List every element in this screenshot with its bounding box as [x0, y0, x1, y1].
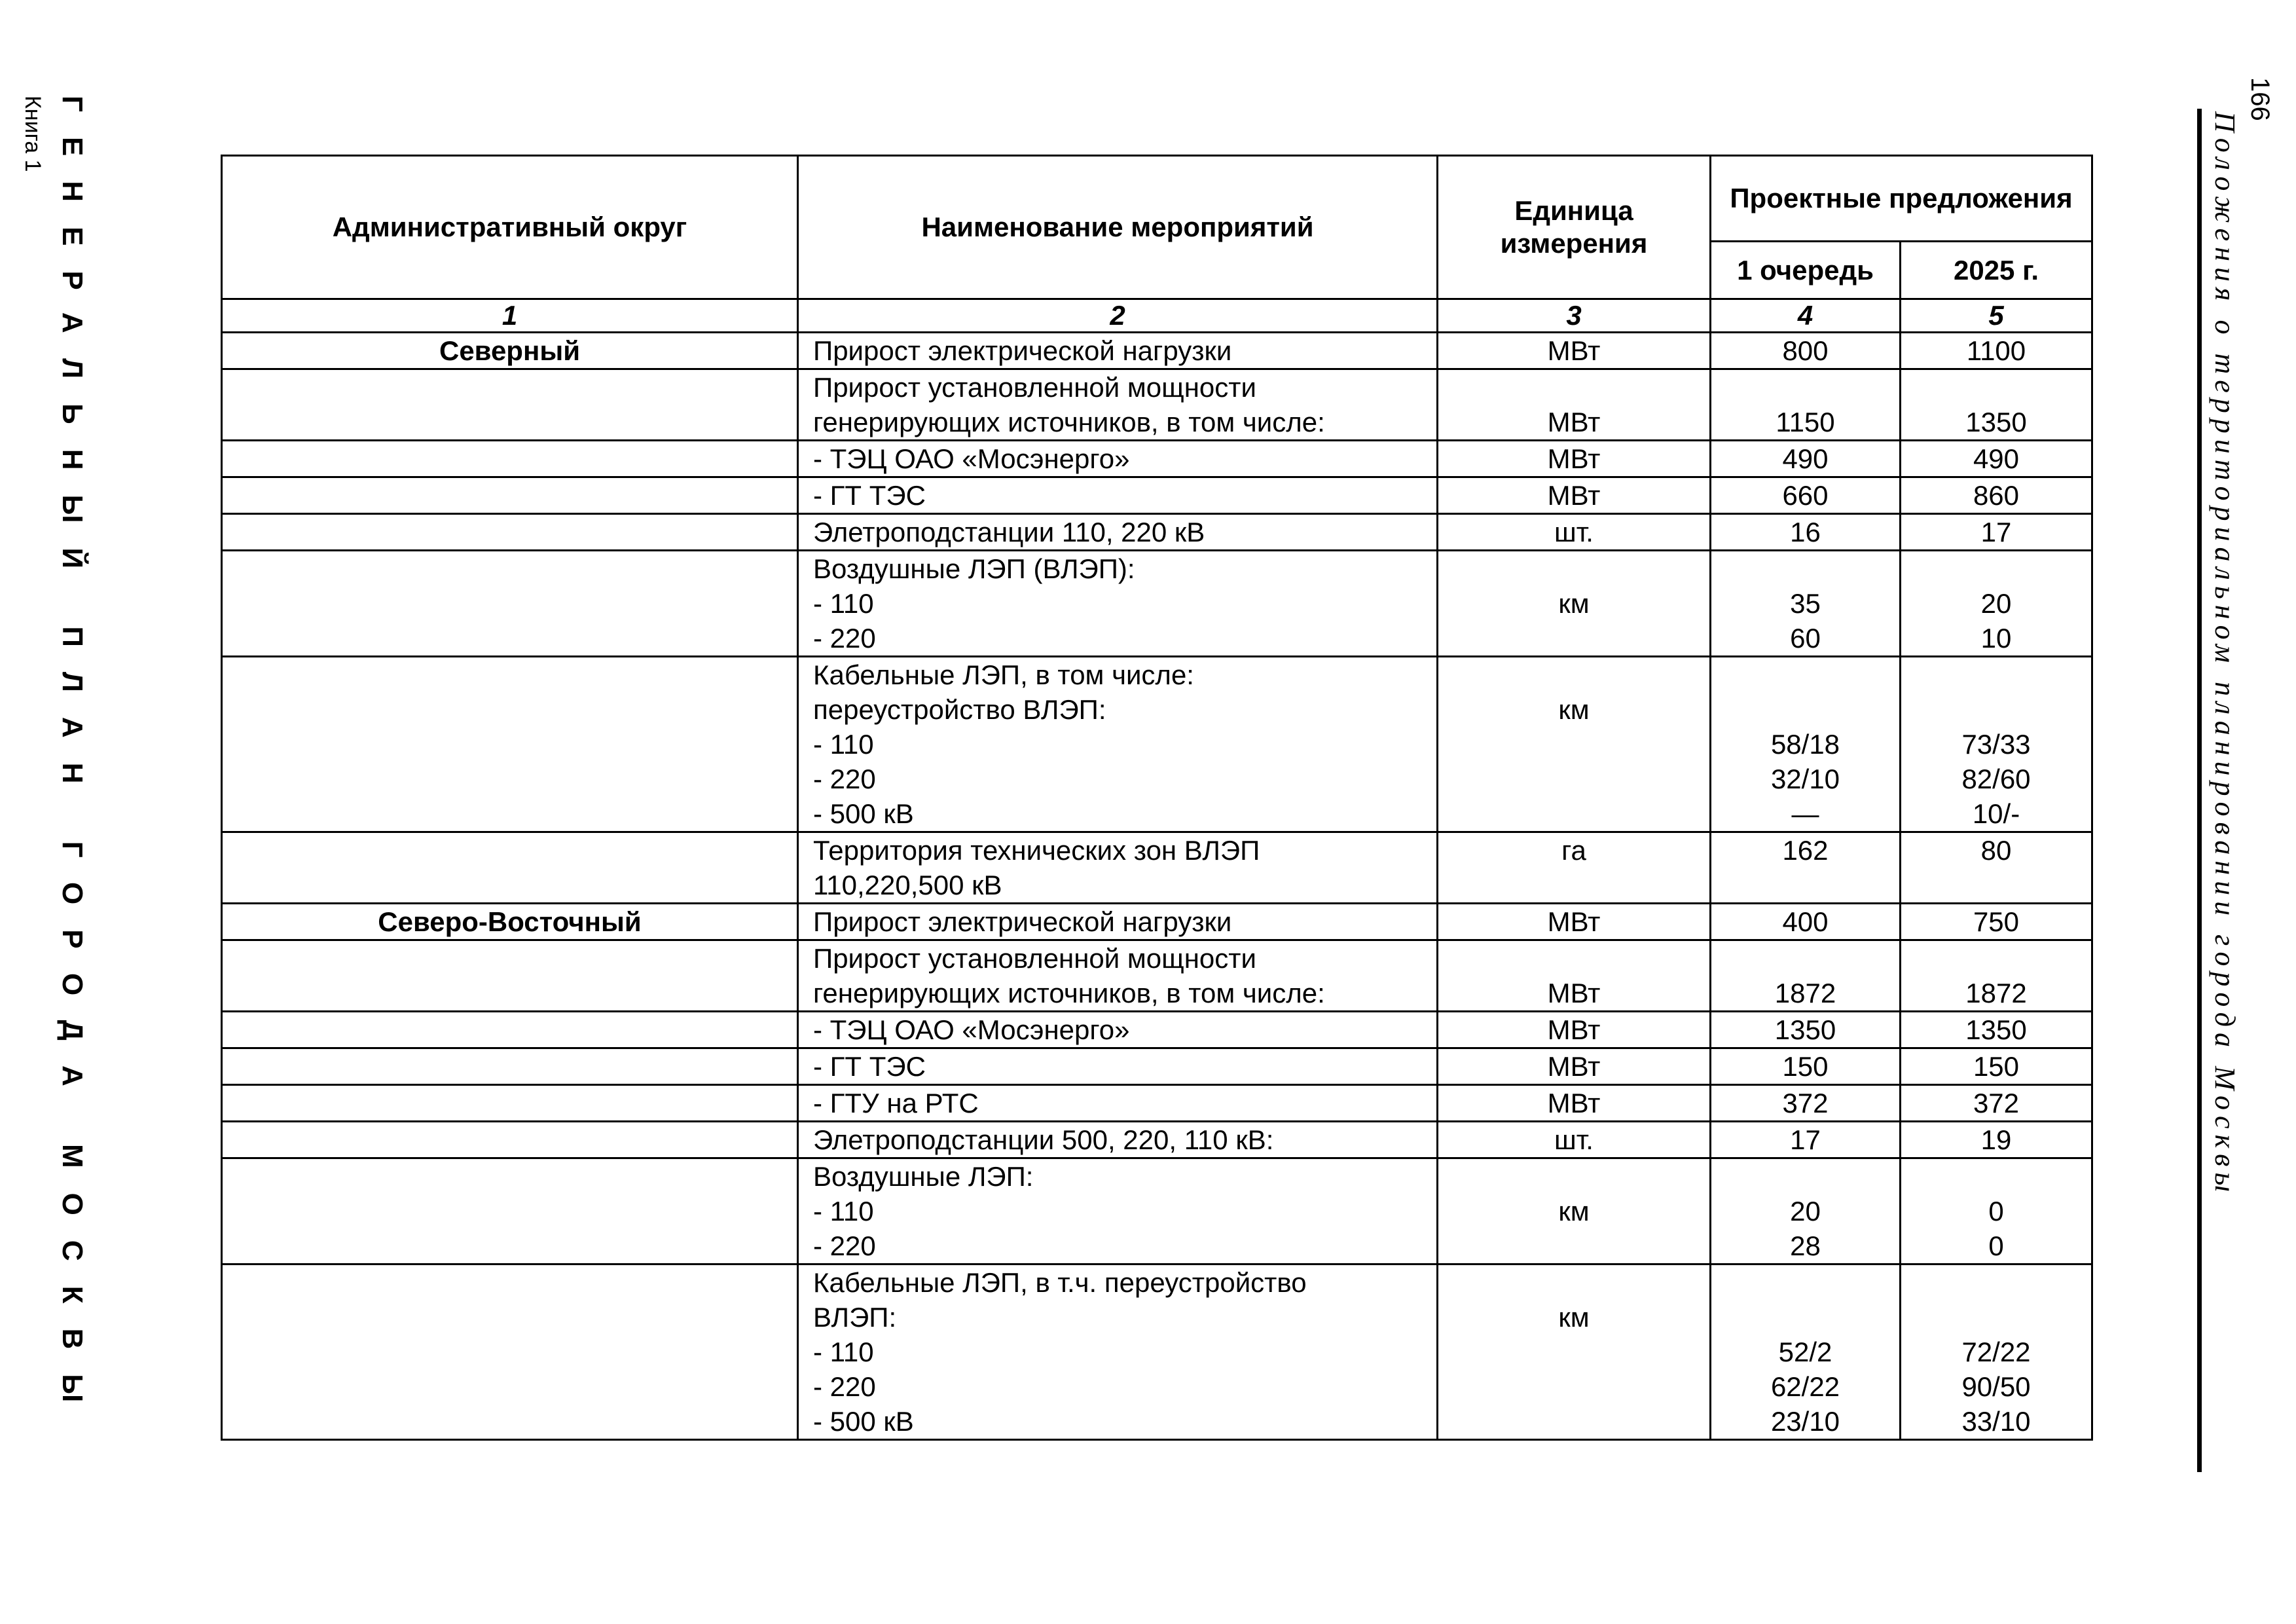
- measures-table: [221, 155, 2093, 1441]
- measure-cell: [798, 657, 1438, 832]
- stage1-cell: [1711, 832, 1901, 904]
- district-cell: [222, 369, 798, 441]
- measure-cell: [798, 551, 1438, 657]
- stage1-cell-value: —: [1791, 798, 1819, 829]
- header-stage1: 1 очередь: [1711, 242, 1901, 299]
- page-number: 166: [2246, 77, 2274, 121]
- measure-cell: [798, 1264, 1438, 1440]
- unit-cell: [1438, 1122, 1711, 1158]
- unit-value: МВт: [1547, 906, 1601, 937]
- year2025-cell-value: 17: [1980, 517, 2012, 547]
- stage1-cell-value: 32/10: [1770, 764, 1840, 794]
- unit-cell: [1438, 477, 1711, 514]
- stage1-cell: [1711, 1085, 1901, 1122]
- section-side-title: Положения о территориальном планировании города Москвы: [2209, 111, 2241, 1198]
- unit-value: км: [1558, 694, 1590, 725]
- year2025-cell: [1901, 514, 2092, 551]
- measure-line: - 220: [813, 623, 876, 654]
- stage1-cell-value: 660: [1782, 480, 1829, 511]
- column-number: 4: [1711, 299, 1901, 333]
- stage1-cell: [1711, 904, 1901, 940]
- side-rule: [2197, 109, 2202, 1472]
- measure-line: - 110: [813, 1337, 874, 1367]
- unit-cell: [1438, 369, 1711, 441]
- stage1-cell-value: 23/10: [1770, 1406, 1840, 1437]
- unit-value: МВт: [1547, 1051, 1601, 1082]
- year2025-cell: [1901, 1122, 2092, 1158]
- measure-line: генерирующих источников, в том числе:: [813, 407, 1325, 437]
- unit-cell: [1438, 514, 1711, 551]
- column-number: 1: [222, 299, 798, 333]
- district-cell: [222, 551, 798, 657]
- column-number: 3: [1438, 299, 1711, 333]
- table-row: [222, 1085, 2092, 1122]
- unit-value: км: [1558, 1302, 1590, 1333]
- year2025-cell-value: 490: [1973, 443, 2020, 474]
- unit-cell: [1438, 1085, 1711, 1122]
- stage1-cell-value: 28: [1790, 1230, 1821, 1261]
- district-cell: [222, 477, 798, 514]
- unit-value: МВт: [1547, 335, 1601, 366]
- measure-line: - ТЭЦ ОАО «Мосэнерго»: [813, 443, 1130, 474]
- stage1-cell: [1711, 514, 1901, 551]
- unit-cell: [1438, 1158, 1711, 1264]
- measure-line: - ГТ ТЭС: [813, 1051, 926, 1082]
- measure-cell: [798, 514, 1438, 551]
- stage1-cell-value: 20: [1790, 1196, 1821, 1227]
- book-label: Книга 1: [20, 96, 45, 172]
- measure-cell: [798, 333, 1438, 369]
- year2025-cell-value: 20: [1980, 588, 2012, 619]
- table-row: [222, 1158, 2092, 1264]
- measure-line: - ТЭЦ ОАО «Мосэнерго»: [813, 1014, 1130, 1045]
- unit-cell: [1438, 551, 1711, 657]
- year2025-cell: [1901, 657, 2092, 832]
- measure-line: Прирост установленной мощности: [813, 372, 1256, 403]
- table-row: [222, 477, 2092, 514]
- unit-value: шт.: [1554, 1124, 1594, 1155]
- year2025-cell-value: 90/50: [1961, 1371, 2031, 1402]
- year2025-cell: [1901, 333, 2092, 369]
- unit-value: МВт: [1547, 443, 1601, 474]
- year2025-cell: [1901, 1012, 2092, 1048]
- measure-cell: [798, 1012, 1438, 1048]
- unit-cell: [1438, 940, 1711, 1012]
- year2025-cell: [1901, 1264, 2092, 1440]
- measure-line: Элетроподстанции 110, 220 кВ: [813, 517, 1205, 547]
- measure-cell: [798, 441, 1438, 477]
- stage1-cell: [1711, 940, 1901, 1012]
- measure-cell: [798, 369, 1438, 441]
- stage1-cell: [1711, 657, 1901, 832]
- year2025-cell-value: 1350: [1965, 407, 2027, 437]
- year2025-cell-value: 750: [1973, 906, 2020, 937]
- district-cell: [222, 1085, 798, 1122]
- measure-line: Прирост электрической нагрузки: [813, 335, 1232, 366]
- measure-cell: [798, 1085, 1438, 1122]
- header-2025: 2025 г.: [1901, 242, 2092, 299]
- year2025-cell: [1901, 369, 2092, 441]
- stage1-cell: [1711, 1012, 1901, 1048]
- stage1-cell: [1711, 477, 1901, 514]
- header-measure: Наименование мероприятий: [798, 156, 1438, 299]
- district-cell: [222, 1158, 798, 1264]
- measure-line: Воздушные ЛЭП (ВЛЭП):: [813, 553, 1135, 584]
- unit-cell: [1438, 904, 1711, 940]
- column-number: 2: [798, 299, 1438, 333]
- year2025-cell-value: 82/60: [1961, 764, 2031, 794]
- measure-line: - 220: [813, 1230, 876, 1261]
- table-row: [222, 441, 2092, 477]
- year2025-cell-value: 1350: [1965, 1014, 2027, 1045]
- unit-value: МВт: [1547, 1088, 1601, 1118]
- header-proposals: Проектные предложения: [1711, 156, 2092, 242]
- unit-cell: [1438, 333, 1711, 369]
- measure-cell: [798, 832, 1438, 904]
- table-row: [222, 369, 2092, 441]
- year2025-cell-value: 73/33: [1961, 729, 2031, 760]
- measure-line: - ГТ ТЭС: [813, 480, 926, 511]
- year2025-cell: [1901, 441, 2092, 477]
- year2025-cell-value: 860: [1973, 480, 2020, 511]
- stage1-cell: [1711, 1264, 1901, 1440]
- stage1-cell-value: 58/18: [1770, 729, 1840, 760]
- stage1-cell-value: 52/2: [1778, 1337, 1832, 1367]
- table-row: [222, 940, 2092, 1012]
- measure-line: - 220: [813, 1371, 876, 1402]
- year2025-cell-value: 10/-: [1972, 798, 2020, 829]
- stage1-cell-value: 1872: [1774, 978, 1836, 1008]
- year2025-cell: [1901, 940, 2092, 1012]
- stage1-cell: [1711, 1158, 1901, 1264]
- header-district: Административный округ: [222, 156, 798, 299]
- measure-line: Прирост электрической нагрузки: [813, 906, 1232, 937]
- unit-cell: [1438, 832, 1711, 904]
- year2025-cell-value: 10: [1980, 623, 2012, 654]
- stage1-cell: [1711, 369, 1901, 441]
- table-row: [222, 832, 2092, 904]
- stage1-cell-value: 35: [1790, 588, 1821, 619]
- year2025-cell: [1901, 1158, 2092, 1264]
- table-row: [222, 551, 2092, 657]
- stage1-cell-value: 62/22: [1770, 1371, 1840, 1402]
- table-row: [222, 657, 2092, 832]
- unit-value: км: [1558, 588, 1590, 619]
- stage1-cell-value: 17: [1790, 1124, 1821, 1155]
- table-row: [222, 1012, 2092, 1048]
- unit-cell: [1438, 1264, 1711, 1440]
- district-cell: [222, 514, 798, 551]
- unit-value: МВт: [1547, 480, 1601, 511]
- table-row: [222, 1048, 2092, 1085]
- measure-cell: [798, 904, 1438, 940]
- year2025-cell-value: 80: [1980, 835, 2012, 866]
- district-cell: [222, 1264, 798, 1440]
- measure-line: - 500 кВ: [813, 1406, 914, 1437]
- district-cell: [222, 1048, 798, 1085]
- stage1-cell-value: 1150: [1776, 407, 1835, 437]
- measure-line: Кабельные ЛЭП, в том числе:: [813, 659, 1194, 690]
- unit-value: шт.: [1554, 517, 1594, 547]
- measure-cell: [798, 940, 1438, 1012]
- measure-line: - ГТУ на РТС: [813, 1088, 979, 1118]
- district-cell: [222, 1012, 798, 1048]
- measure-line: Прирост установленной мощности: [813, 943, 1256, 974]
- district-cell: [222, 657, 798, 832]
- year2025-cell: [1901, 477, 2092, 514]
- table-row: [222, 333, 2092, 369]
- unit-value: МВт: [1547, 1014, 1601, 1045]
- stage1-cell-value: 162: [1782, 835, 1829, 866]
- stage1-cell-value: 800: [1782, 335, 1829, 366]
- district-cell: Северный: [222, 333, 798, 369]
- stage1-cell: [1711, 1122, 1901, 1158]
- unit-cell: [1438, 1012, 1711, 1048]
- year2025-cell-value: 0: [1988, 1230, 2004, 1261]
- table-row: [222, 904, 2092, 940]
- year2025-cell: [1901, 904, 2092, 940]
- measure-cell: [798, 1048, 1438, 1085]
- measure-cell: [798, 1158, 1438, 1264]
- unit-cell: [1438, 441, 1711, 477]
- district-cell: [222, 441, 798, 477]
- year2025-cell-value: 33/10: [1961, 1406, 2031, 1437]
- stage1-cell-value: 150: [1782, 1051, 1829, 1082]
- year2025-cell-value: 150: [1973, 1051, 2020, 1082]
- stage1-cell: [1711, 441, 1901, 477]
- stage1-cell: [1711, 551, 1901, 657]
- year2025-cell-value: 1872: [1965, 978, 2027, 1008]
- stage1-cell-value: 372: [1782, 1088, 1829, 1118]
- district-cell: Северо-Восточный: [222, 904, 798, 940]
- year2025-cell: [1901, 832, 2092, 904]
- stage1-cell-value: 60: [1790, 623, 1821, 654]
- stage1-cell: [1711, 333, 1901, 369]
- unit-value: км: [1558, 1196, 1590, 1227]
- measure-line: - 110: [813, 729, 874, 760]
- unit-cell: [1438, 1048, 1711, 1085]
- unit-value: га: [1561, 835, 1586, 866]
- measure-line: - 500 кВ: [813, 798, 914, 829]
- measure-line: Территория технических зон ВЛЭП: [813, 835, 1260, 866]
- measure-line: переустройство ВЛЭП:: [813, 694, 1106, 725]
- stage1-cell-value: 490: [1782, 443, 1829, 474]
- table-row: [222, 1122, 2092, 1158]
- header-unit: Единица измерения: [1438, 156, 1711, 299]
- stage1-cell-value: 16: [1790, 517, 1821, 547]
- measure-line: Воздушные ЛЭП:: [813, 1161, 1034, 1192]
- year2025-cell: [1901, 551, 2092, 657]
- document-side-title: ГЕНЕРАЛЬНЫЙ ПЛАН ГОРОДА МОСКВЫ: [56, 96, 88, 1428]
- measure-line: - 110: [813, 588, 874, 619]
- year2025-cell: [1901, 1048, 2092, 1085]
- unit-value: МВт: [1547, 407, 1601, 437]
- unit-value: МВт: [1547, 978, 1601, 1008]
- year2025-cell: [1901, 1085, 2092, 1122]
- measure-line: 110,220,500 кВ: [813, 870, 1002, 900]
- district-cell: [222, 832, 798, 904]
- year2025-cell-value: 1100: [1966, 335, 2026, 366]
- unit-cell: [1438, 657, 1711, 832]
- year2025-cell-value: 372: [1973, 1088, 2020, 1118]
- measure-line: Элетроподстанции 500, 220, 110 кВ:: [813, 1124, 1274, 1155]
- measure-cell: [798, 1122, 1438, 1158]
- column-numbers-row: [222, 299, 2092, 333]
- measure-line: - 110: [813, 1196, 874, 1227]
- district-cell: [222, 1122, 798, 1158]
- measure-cell: [798, 477, 1438, 514]
- district-cell: [222, 940, 798, 1012]
- measure-line: - 220: [813, 764, 876, 794]
- column-number: 5: [1901, 299, 2092, 333]
- table-row: [222, 514, 2092, 551]
- year2025-cell-value: 0: [1988, 1196, 2004, 1227]
- table-row: [222, 1264, 2092, 1440]
- measure-line: ВЛЭП:: [813, 1302, 897, 1333]
- year2025-cell-value: 72/22: [1961, 1337, 2031, 1367]
- year2025-cell-value: 19: [1980, 1124, 2012, 1155]
- stage1-cell-value: 400: [1782, 906, 1829, 937]
- stage1-cell: [1711, 1048, 1901, 1085]
- stage1-cell-value: 1350: [1774, 1014, 1836, 1045]
- measure-line: Кабельные ЛЭП, в т.ч. переустройство: [813, 1267, 1307, 1298]
- measure-line: генерирующих источников, в том числе:: [813, 978, 1325, 1008]
